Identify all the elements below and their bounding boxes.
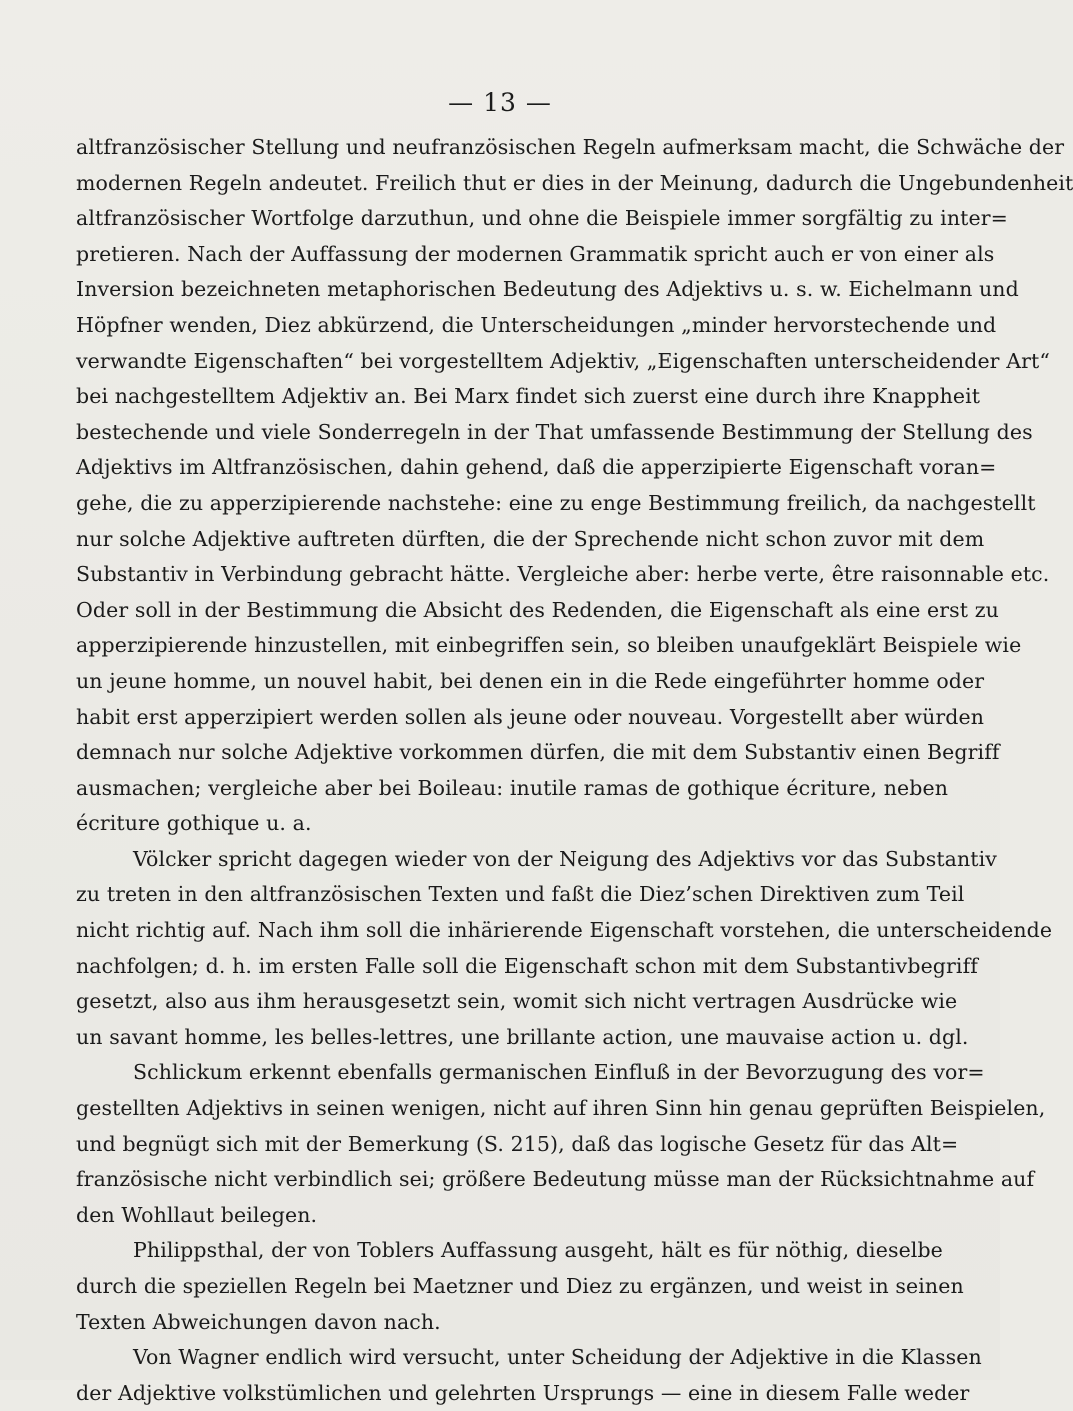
text-line: Texten Abweichungen davon nach. [76,1309,441,1334]
text-line: nur solche Adjektive auftreten dürften, die der Sprechende nicht schon zuvor mit dem [76,526,985,551]
text-line: gehe, die zu apperzipierende nachstehe: eine zu enge Bestimmung freilich, da nachgestellt [76,490,1036,515]
text-line: Substantiv in Verbindung gebracht hätte. Vergleiche aber: herbe verte, être raisonnable etc. [76,562,1050,587]
text-line: altfranzösischer Wortfolge darzuthun, und ohne die Beispiele immer sorgfältig zu inter= [76,206,1008,231]
text-line: bestechende und viele Sonderregeln in der That umfassende Bestimmung der Stellung des [76,419,1033,444]
text-line: habit erst apperzipiert werden sollen als jeune oder nouveau. Vorgestellt aber würden [76,704,985,729]
text-line: ausmachen; vergleiche aber bei Boileau: inutile ramas de gothique écriture, neben [76,775,949,800]
body-text [76,130,1073,1411]
text-line: Schlickum erkennt ebenfalls germanischen Einfluß in der Bevorzugung des vor= [133,1060,985,1085]
text-line: zu treten in den altfranzösischen Texten und faßt die Diez’schen Direktiven zum Teil [76,882,965,907]
text-line: nachfolgen; d. h. im ersten Falle soll die Eigenschaft schon mit dem Substantivbegriff [76,953,978,978]
text-line: durch die speziellen Regeln bei Maetzner und Diez zu ergänzen, und weist in seinen [76,1274,964,1298]
text-line: nicht richtig auf. Nach ihm soll die inhärierende Eigenschaft vorstehen, die unterscheidende [76,918,1053,943]
text-line: Oder soll in der Bestimmung die Absicht des Redenden, die Eigenschaft als eine erst zu [76,597,999,622]
text-line: Höpfner wenden, Diez abkürzend, die Unterscheidungen „minder hervorstechende und [76,312,997,337]
text-line: demnach nur solche Adjektive vorkommen dürfen, die mit dem Substantiv einen Begriff [76,740,1000,765]
text-line: écriture gothique u. a. [76,811,312,836]
text-line: den Wohllaut beilegen. [76,1202,318,1227]
text-line: un savant homme, les belles-lettres, une brillante action, une mauvaise action u. dgl. [76,1024,969,1049]
text-line: gesetzt, also aus ihm herausgesetzt sein, womit sich nicht vertragen Ausdrücke wie [76,989,958,1014]
text-line: bei nachgestelltem Adjektiv an. Bei Marx findet sich zuerst eine durch ihre Knappheit [76,384,981,409]
text-line: verwandte Eigenschaften“ bei vorgestelltem Adjektiv, „Eigenschaften unterscheidender Art“ [76,348,1050,373]
text-line: französische nicht verbindlich sei; größere Bedeutung müsse man der Rücksichtnahme auf [76,1167,1035,1192]
text-line: Von Wagner endlich wird versucht, unter Scheidung der Adjektive in die Klassen [133,1345,982,1370]
text-line: gestellten Adjektivs in seinen wenigen, nicht auf ihren Sinn hin genau geprüften Beispielen, [76,1096,1046,1121]
page-number: — 13 — [448,88,552,117]
text-line: und begnügt sich mit der Bemerkung (S. 215), daß das logische Gesetz für das Alt= [76,1131,959,1156]
text-line: Inversion bezeichneten metaphorischen Bedeutung des Adjektivs u. s. w. Eichelmann und [76,277,1019,302]
text-line: pretieren. Nach der Auffassung der modernen Grammatik spricht auch er von einer als [76,241,995,266]
text-line: der Adjektive volkstümlichen und gelehrten Ursprungs — eine in diesem Falle weder [76,1380,970,1405]
text-line: altfranzösischer Stellung und neufranzösischen Regeln aufmerksam macht, die Schwäche der [76,135,1065,159]
text-line: Völcker spricht dagegen wieder von der Neigung des Adjektivs vor das Substantiv [133,846,997,871]
text-line: apperzipierende hinzustellen, mit einbegriffen sein, so bleiben unaufgeklärt Beispiele wie [76,633,1022,658]
text-line: Adjektivs im Altfranzösischen, dahin gehend, daß die apperzipierte Eigenschaft voran= [76,455,997,480]
text-line: Philippsthal, der von Toblers Auffassung ausgeht, hält es für nöthig, dieselbe [133,1238,943,1263]
text-line: un jeune homme, un nouvel habit, bei denen ein in die Rede eingeführter homme oder [76,668,985,693]
text-line: modernen Regeln andeutet. Freilich thut er dies in der Meinung, dadurch die Ungebundenheit [76,170,1073,195]
